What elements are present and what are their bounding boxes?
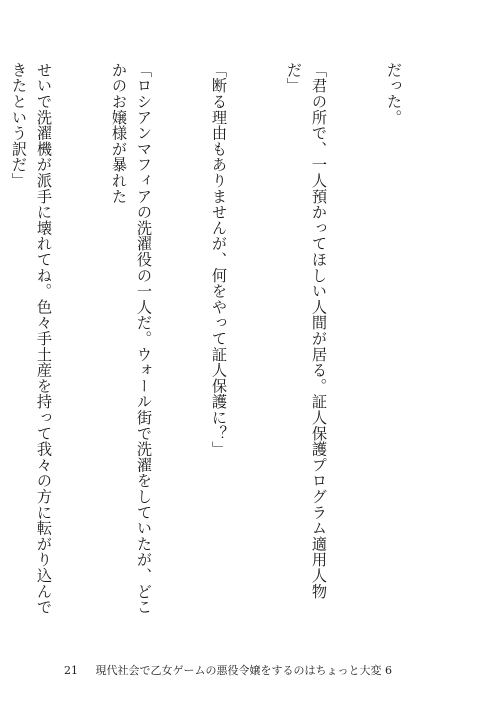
text-line: 「断る理由もありませんが、何をやって証人保護に？」 bbox=[210, 62, 228, 457]
text-line: 「君の所で、一人預かってほしい人間が居る。証人保護プログラム適用人物だ」 bbox=[285, 62, 328, 600]
running-title: 現代社会で乙女ゲームの悪役令嬢をするのはちょっと大変 6 bbox=[95, 664, 392, 677]
text-line: だった。 bbox=[385, 62, 403, 126]
page-number: 21 bbox=[64, 664, 78, 677]
page-footer bbox=[64, 662, 392, 678]
text-line: せいで洗濯機が派手に壊れてね。色々手土産を持って我々の方に転がり込んできたという訳だ」 bbox=[10, 62, 53, 615]
vertical-text-body bbox=[10, 62, 456, 622]
text-line: 「ロシアンマフィアの洗濯役の一人だ。ウォール街で洗濯をしていたが、どこかのお嬢様が暴れた bbox=[110, 62, 153, 615]
